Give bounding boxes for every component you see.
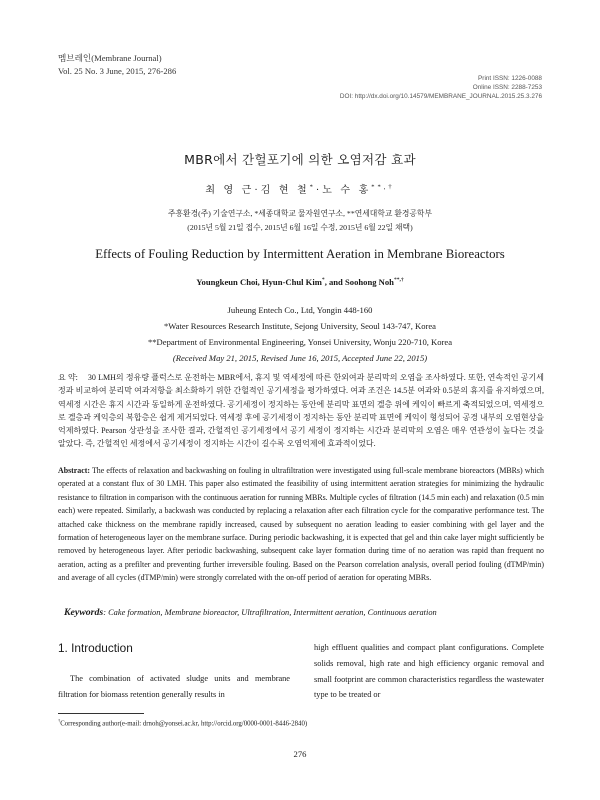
author-names-2: , and Soohong Noh bbox=[324, 277, 394, 287]
abstract-ko-text: 30 LMH의 정유량 플럭스로 운전하는 MBR에서, 휴지 및 역세정에 따른 한외여과 분리막의 오염을 조사하였다. 또한, 연속적인 공기세정과 비교하여 분리막 여과저항을 최소화하기 위한 간헐적인 공기세정을 평가하였다. 여과 조건은 14.5분 여과와 0.5분의 휴지를 유지하였으며, 역세정 시간은 휴지 시간과 동일하게 운전하였다. 공기세정이 정지하는 동안에 분리막 표면의 겔층 위에 케익이 빠르게 축적되었으며, 역세정으로 겔층과 케익층의 복합층은 쉽게 제거되었다. 역세정 후에 공기세정이 정지하는 동안 분리막 표면에 케익이 형성되어 공경 내부의 오염현상을 억제하였다. Pearson 상관성을 조사한 결과, 간헐적인 공기세정에서 공기 세정이 정지하는 시간과 분리막의 오염은 매우 연관성이 높다는 것을 알았다. 즉, 간헐적인 세정에서 공기세정이 정지하는 시간이 길수록 오염억제에 효과적이었다. bbox=[58, 373, 544, 449]
affiliations-english bbox=[0, 302, 600, 366]
author-names-1: Youngkeun Choi, Hyun-Chul Kim bbox=[196, 277, 322, 287]
abstract-en-text: The effects of relaxation and backwashing on fouling in ultrafiltration were investigated using full-scale membrane bioreactors (MBRs) which operated at a constant flux of 30 LMH. This paper also estimated the feasibility of using intermittent aeration strategies for minimizing the hydraulic resistance to filtration in comparison with the continuous aeration for running MBRs. Multiple cycles of filtration (14.5 min each) and relaxation (0.5 min each) were repeated. Similarly, a backwash was conducted by replacing a relaxation after each filtration cycle for the comparative performance test. The attached cake thickness on the membrane rapidly increased, caused by subsequent no aeration leading to easier combining with gel layer and the formation of heterogeneous layer on the membrane surface. During periodic backwashing, it is expected that gel and thin cake layer might sufficiently be removed by heterogeneous layer. After periodic backwashing, subsequent cake layer formation during time of no aeration was rapid than frequent no aeration, acting as a prefilter and preventing further irreversible fouling. Based on the Pearson correlation analysis, overall period fouling (dTMP/min) and average of all cycles (dTMP/min) were strongly correlated with the on-off period of aeration for operating MBRs. bbox=[58, 466, 544, 583]
keywords bbox=[64, 607, 544, 618]
author-1-ko: 최 영 근 bbox=[205, 185, 255, 196]
print-issn: Print ISSN: 1226-0088 bbox=[478, 75, 542, 82]
title-korean: MBR에서 간헐포기에 의한 오염저감 효과 bbox=[184, 152, 416, 167]
author-mark-1: * bbox=[321, 277, 325, 284]
footnote-text: Corresponding author(e-mail: drnoh@yonsei.ac.kr, http://orcid.org/0000-0001-8446-2840) bbox=[60, 720, 308, 728]
authors-korean bbox=[0, 181, 600, 196]
keywords-text: : Cake formation, Membrane bioreactor, Ultrafiltration, Intermittent aeration, Continuous aeration bbox=[103, 608, 437, 617]
affiliation-3: **Department of Environmental Engineering, Yonsei University, Wonju 220-710, Korea bbox=[147, 337, 453, 347]
section-heading: 1. Introduction bbox=[58, 641, 133, 655]
body-column-left: The combination of activated sludge units and membrane filtration for biomass retention generally results in bbox=[58, 674, 290, 699]
footnote-mark: † bbox=[58, 718, 61, 723]
authors-english bbox=[0, 277, 600, 287]
journal-name: 멤브레인(Membrane Journal) bbox=[58, 53, 162, 63]
author-separator: · bbox=[254, 185, 261, 196]
author-2-ko: 김 현 철 bbox=[260, 185, 310, 196]
abstract-english bbox=[58, 464, 544, 585]
author-3-mark: **,† bbox=[371, 183, 395, 191]
affiliations-korean bbox=[0, 207, 600, 235]
keywords-label: Keywords bbox=[64, 607, 104, 618]
footnote-divider bbox=[58, 713, 144, 714]
journal-volume: Vol. 25 No. 3 June, 2015, 276-286 bbox=[58, 66, 177, 76]
online-issn: Online ISSN: 2288-7253 bbox=[472, 84, 542, 91]
title-english: Effects of Fouling Reduction by Intermittent Aeration in Membrane Bioreactors bbox=[95, 247, 505, 261]
author-separator: · bbox=[315, 185, 323, 196]
affiliation-1: Juheung Entech Co., Ltd, Yongin 448-160 bbox=[227, 305, 373, 315]
identifier-block bbox=[340, 74, 542, 101]
page-number: 276 bbox=[293, 749, 307, 759]
received-dates-ko: (2015년 5월 21일 접수, 2015년 6월 16일 수정, 2015년 6월 22일 채택) bbox=[187, 223, 413, 232]
author-mark-2: **,† bbox=[393, 277, 404, 284]
author-3-ko: 노 수 홍 bbox=[322, 185, 372, 196]
journal-header bbox=[58, 52, 176, 78]
abstract-ko-label: 요 약: bbox=[58, 373, 78, 382]
affiliation-line-ko: 주흥환경(주) 기술연구소, *세종대학교 물자원연구소, **연세대학교 환경공학부 bbox=[167, 209, 432, 218]
affiliation-2: *Water Resources Research Institute, Sejong University, Seoul 143-747, Korea bbox=[163, 321, 436, 331]
footnote bbox=[58, 718, 307, 727]
abstract-korean bbox=[58, 371, 544, 451]
body-column-right: high effluent qualities and compact plant configurations. Complete solids removal, high rate and high efficiency organic removal and small footprint are common characteristics regardless the wastewater type to be treated or bbox=[314, 643, 544, 700]
doi-link[interactable]: DOI: http://dx.doi.org/10.14579/MEMBRANE_JOURNAL.2015.25.3.276 bbox=[339, 93, 542, 100]
abstract-en-label: Abstract: bbox=[58, 466, 90, 475]
received-dates-en: (Received May 21, 2015, Revised June 16, 2015, Accepted June 22, 2015) bbox=[172, 353, 428, 363]
author-2-mark: * bbox=[309, 183, 316, 191]
